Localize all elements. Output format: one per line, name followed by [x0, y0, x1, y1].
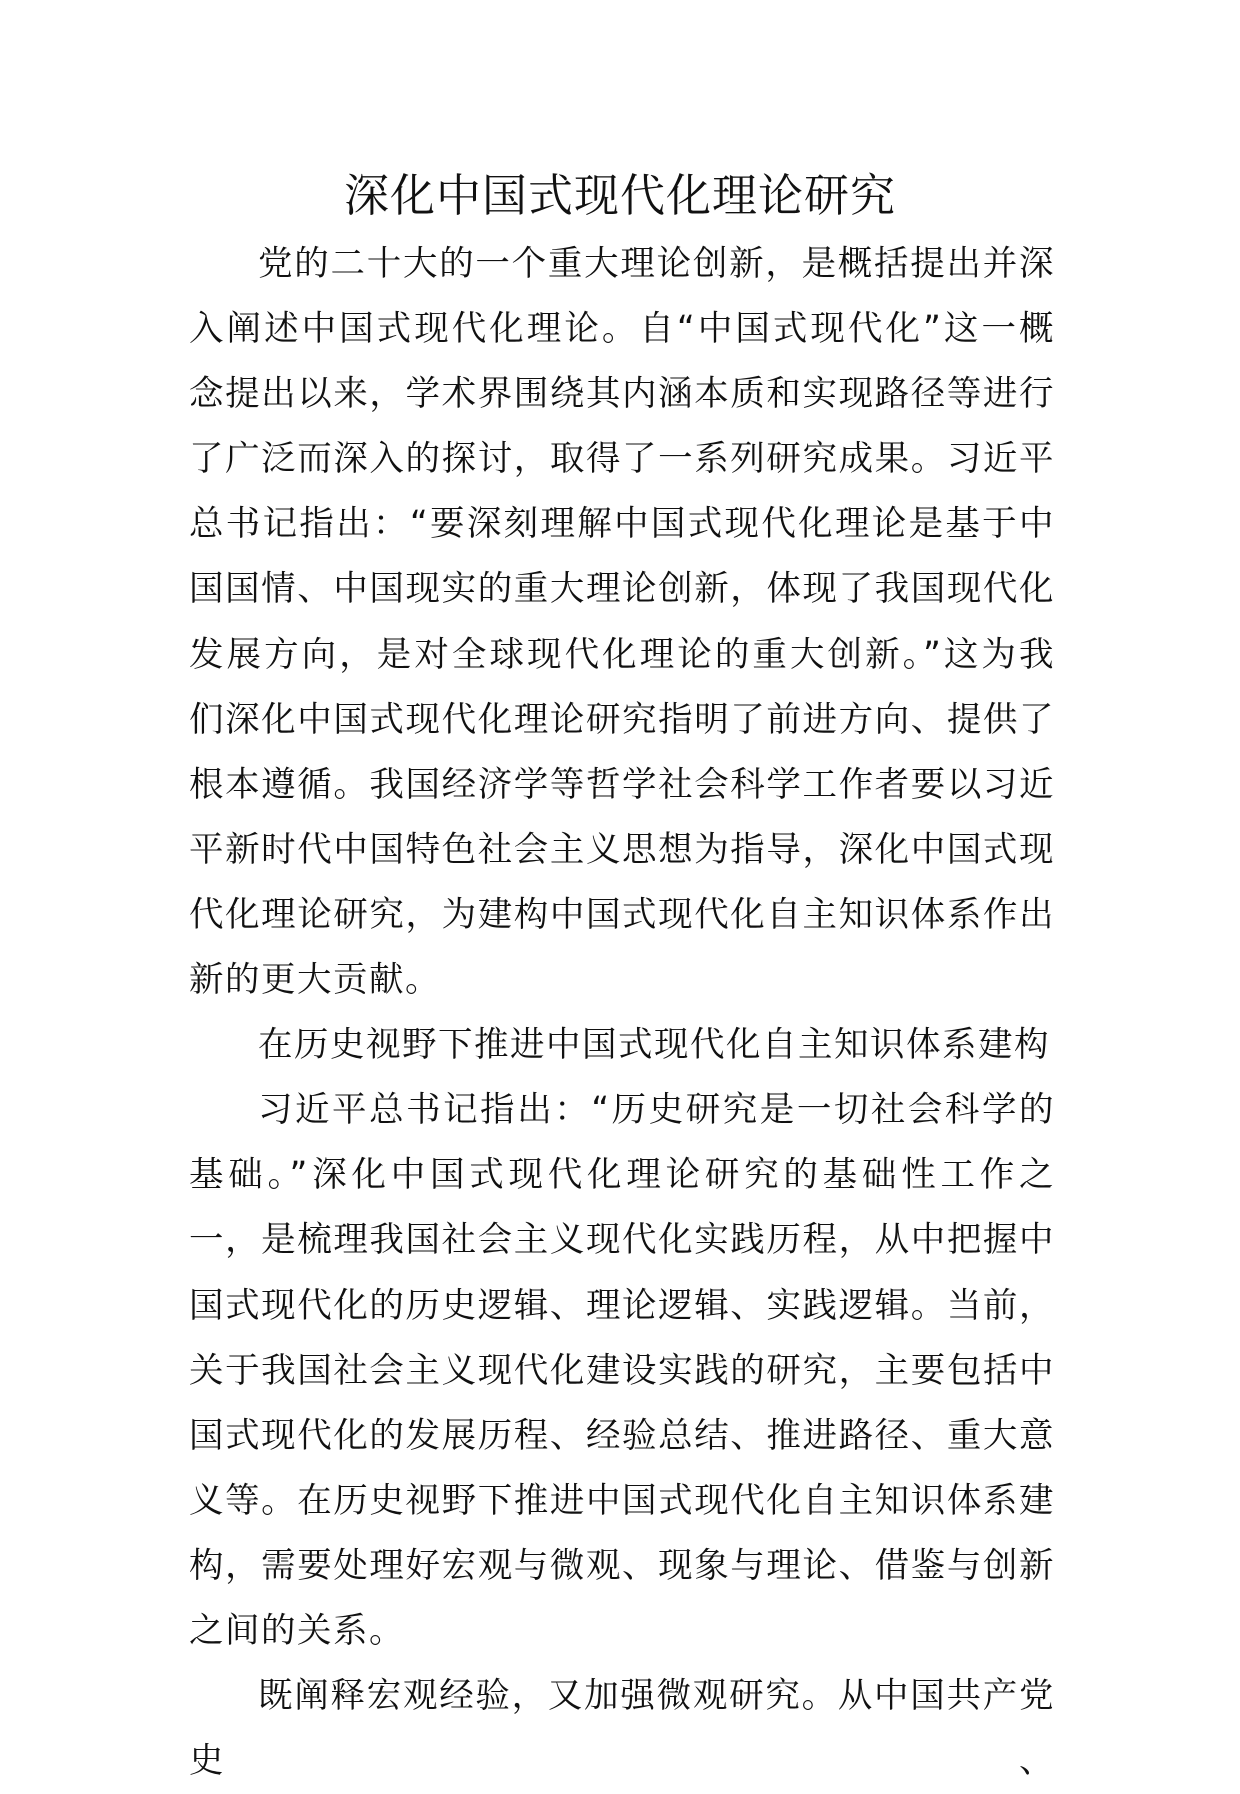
- paragraph-macro-micro: 既阐释宏观经验，又加强微观研究。从中国共产党史、: [189, 1676, 1055, 1782]
- document-title: 深化中国式现代化理论研究: [343, 169, 896, 222]
- paragraph-intro: 党的二十大的一个重大理论创新，是概括提出并深入阐述中国式现代化理论。自“中国式现代化”这一概念提出以来，学术界围绕其内涵本质和实现路径等进行了广泛而深入的探讨，取得了一系列研究成果。习近平总书记指出：“要深刻理解中国式现代化理论是基于中国国情、中国现实的重大理论创新，体现了我国现代化发展方向，是对全球现代化理论的重大创新。”这为我们深化中国式现代化理论研究指明了前进方向、提供了根本遵循。我国经济学等哲学社会科学工作者要以习近平新时代中国特色社会主义思想为指导，深化中国式现代化理论研究，为建构中国式现代化自主知识体系作出新的更大贡献。: [189, 244, 1055, 1001]
- paragraph-history: 习近平总书记指出：“历史研究是一切社会科学的基础。”深化中国式现代化理论研究的基础性工作之一，是梳理我国社会主义现代化实践历程，从中把握中国式现代化的历史逻辑、理论逻辑、实践逻辑。当前，关于我国社会主义现代化建设实践的研究，主要包括中国式现代化的发展历程、经验总结、推进路径、重大意义等。在历史视野下推进中国式现代化自主知识体系建构，需要处理好宏观与微观、现象与理论、借鉴与创新之间的关系。: [189, 1090, 1055, 1651]
- section-heading: 在历史视野下推进中国式现代化自主知识体系建构: [258, 1025, 1050, 1066]
- document-body: [189, 232, 1055, 1794]
